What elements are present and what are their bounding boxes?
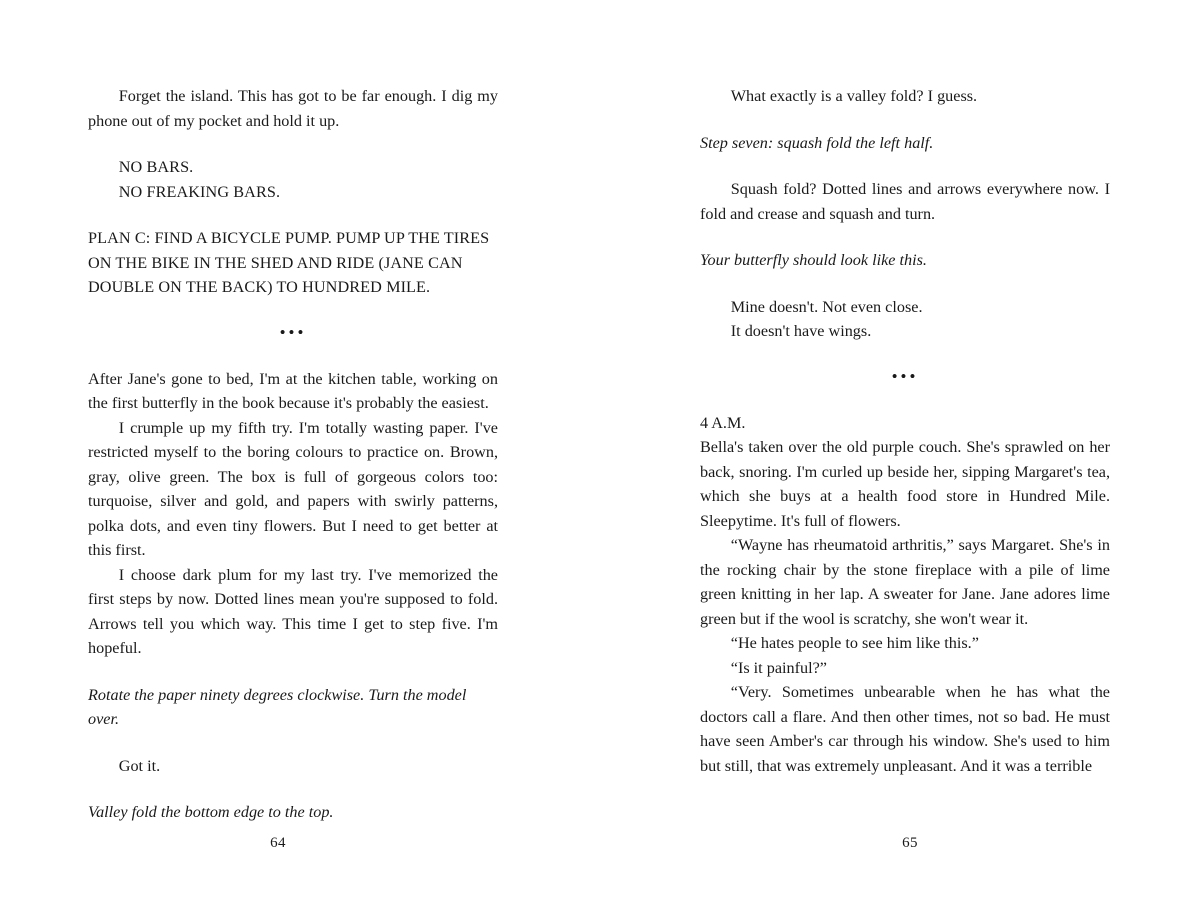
page-right-text-column — [700, 84, 1110, 778]
paragraph-plan-c: PLAN C: FIND A BICYCLE PUMP. PUMP UP THE TIRES ON THE BIKE IN THE SHED AND RIDE (JANE CAN DOUBLE ON THE BACK) TO HUNDRED MILE. — [88, 229, 490, 296]
origami-instruction: Valley fold the bottom edge to the top. — [88, 803, 334, 821]
paragraph: Mine doesn't. Not even close. — [730, 297, 923, 316]
paragraph: Forget the island. This has got to be far enough. I dig my phone out of my pocket and hold it up. — [88, 87, 498, 130]
paragraph: Squash fold? Dotted lines and arrows everywhere now. I fold and crease and squash and turn. — [700, 180, 1110, 223]
section-divider — [700, 366, 1110, 387]
paragraph: “Wayne has rheumatoid arthritis,” says Margaret. She's in the rocking chair by the stone fireplace with a pile of lime green knitting in her lap. A sweater for Jane. Jane adores lime green but if the wool is scratchy, she won't wear it. — [700, 536, 1110, 628]
section-divider-glyphs: ••• — [279, 322, 307, 342]
paragraph: Got it. — [118, 756, 161, 775]
paragraph: It doesn't have wings. — [730, 322, 872, 340]
paragraph-caps: NO BARS. — [118, 158, 194, 176]
section-divider-glyphs: ••• — [891, 366, 919, 386]
page-left-text-column — [88, 84, 498, 825]
origami-instruction: Step seven: squash fold the left half. — [700, 133, 934, 152]
origami-instruction: Your butterfly should look like this. — [700, 251, 927, 269]
page-number: 64 — [270, 835, 286, 851]
origami-instruction: Rotate the paper ninety degrees clockwise. Turn the model over. — [88, 685, 467, 728]
paragraph: Bella's taken over the old purple couch. She's sprawled on her back, snoring. I'm curled up beside her, sipping Margaret's tea, which she buys at a health food store in Hundred Mile. Sleepytime. It's full of flowers. — [700, 438, 1110, 530]
paragraph: I crumple up my fifth try. I'm totally wasting paper. I've restricted myself to the boring colours to practice on. Brown, gray, olive green. The box is full of gorgeous colors too: turquoise, silver and gold, and papers with swirly patterns, polka dots, and even tiny flowers. But I need to get better at this first. — [88, 418, 498, 559]
paragraph-dialogue: “Is it painful?” — [730, 658, 827, 677]
time-stamp: 4 A.M. — [700, 413, 746, 432]
page-right — [600, 0, 1200, 900]
paragraph-dialogue: “He hates people to see him like this.” — [730, 634, 979, 652]
section-divider — [88, 322, 498, 343]
paragraph-caps: NO FREAKING BARS. — [118, 182, 281, 201]
paragraph: After Jane's gone to bed, I'm at the kitchen table, working on the first butterfly in the book because it's probably the easiest. — [88, 369, 498, 412]
paragraph-dialogue: “Very. Sometimes unbearable when he has what the doctors call a flare. And then other times, not so bad. He must have seen Amber's car through his window. She's used to him but still, that was extremely unpleasant. And it was a terrible — [700, 683, 1110, 775]
paragraph: What exactly is a valley fold? I guess. — [730, 87, 978, 105]
page-number: 65 — [902, 835, 918, 851]
paragraph: I choose dark plum for my last try. I've memorized the first steps by now. Dotted lines mean you're supposed to fold. Arrows tell you which way. This time I get to step five. I'm hopeful. — [88, 565, 498, 657]
